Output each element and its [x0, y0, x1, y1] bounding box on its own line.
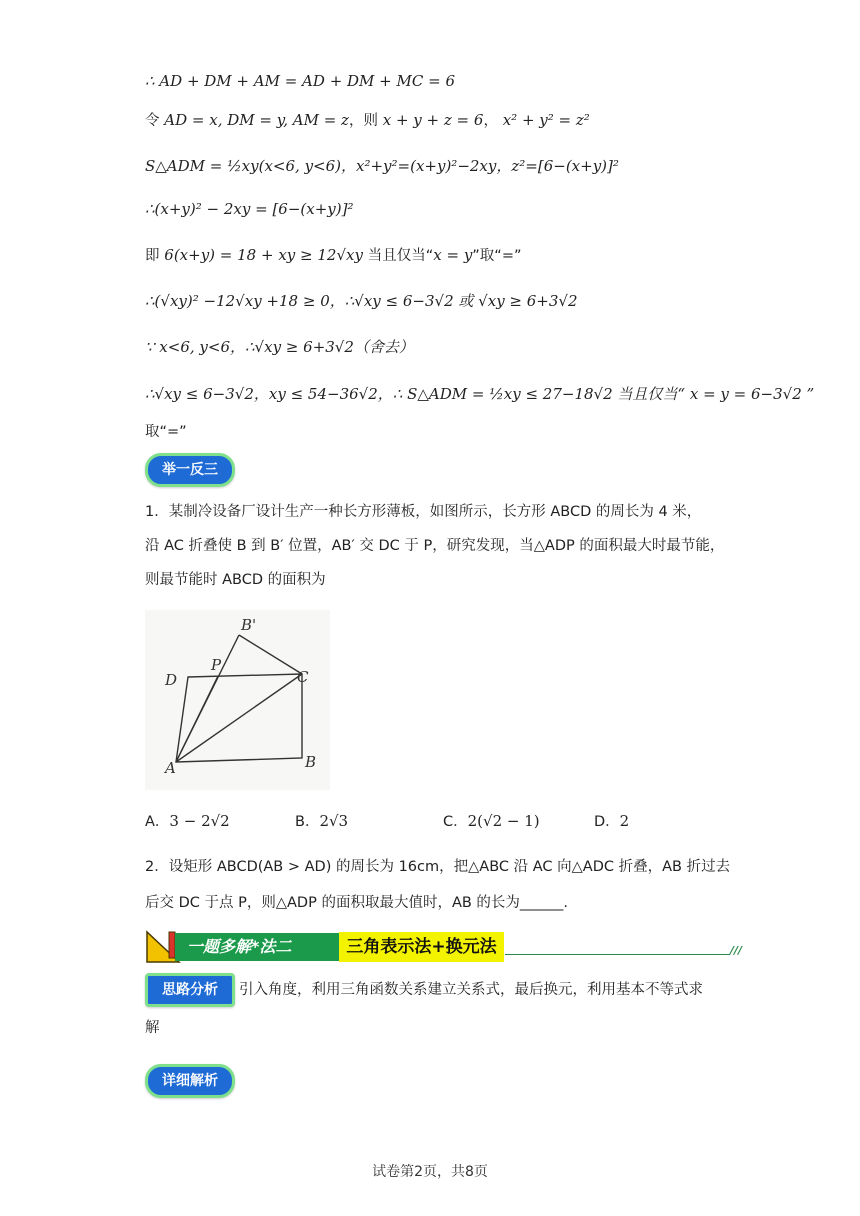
- choice-b[interactable]: [295, 810, 348, 833]
- solution-line-4: [145, 198, 353, 220]
- text-let: 令: [145, 113, 160, 129]
- banner-mark: ///: [730, 944, 743, 957]
- q1-line-1: 1．某制冷设备厂设计生产一种长方形薄板，如图所示，长方形 ABCD 的周长为 4 米，: [145, 504, 702, 520]
- section-pill-analysis: 思路分析: [145, 973, 235, 1007]
- equation-text: ∴√xy ≤ 6−3√2，xy ≤ 54−36√2，∴ S△ADM = ½xy ≤ 27−18√2 当且仅当“ x = y = 6−3√2 ”: [145, 385, 815, 403]
- section-pill-detail: 详细解析: [145, 1064, 235, 1098]
- choice-a[interactable]: [145, 810, 230, 833]
- page-footer: 试卷第2页，共8页: [372, 1164, 488, 1180]
- text-equal: ”取“=”: [472, 248, 522, 264]
- q1-line-2: 沿 AC 折叠使 B 到 B′ 位置，AB′ 交 DC 于 P，研究发现，当△ADP 的面积最大时最节能，: [145, 538, 725, 554]
- choice-value: 2√3: [319, 812, 349, 830]
- equation-text: x + y + z = 6: [382, 111, 484, 129]
- choice-value: 2: [619, 812, 630, 830]
- choice-c[interactable]: [443, 810, 540, 833]
- equation-text: 6(x+y) = 18 + xy ≥ 12√xy: [164, 246, 363, 264]
- figure-svg: [145, 610, 330, 790]
- banner-left-label: 一题多解*法二: [175, 933, 347, 961]
- solution-line-6: [145, 290, 578, 312]
- analysis-line-1: 引入角度，利用三角函数关系建立关系式，最后换元，利用基本不等式求: [239, 982, 703, 998]
- banner-right-label: 三角表示法+换元法: [339, 932, 504, 962]
- choice-value: 3 − 2√2: [169, 812, 230, 830]
- label-c: C: [297, 668, 309, 686]
- equation-text: AD = x, DM = y, AM = z: [164, 111, 349, 129]
- solution-line-5: [145, 244, 521, 267]
- equation-text: S△ADM = ½xy(x<6, y<6)，x²+y²=(x+y)²−2xy，z²=[6−(x+y)]²: [145, 157, 619, 175]
- label-p: P: [211, 656, 222, 674]
- equation-text: x² + y² = z²: [502, 111, 590, 129]
- method-banner: [145, 930, 743, 964]
- solution-line-1: [145, 70, 455, 92]
- analysis-line-2: 解: [145, 1020, 160, 1036]
- label-b-prime: B': [241, 616, 257, 634]
- q1-line-3: 则最节能时 ABCD 的面积为: [145, 572, 326, 588]
- q2-line-1: 2．设矩形 ABCD(AB > AD) 的周长为 16cm，把△ABC 沿 AC 向△ADC 折叠，AB 折过去: [145, 859, 731, 875]
- solution-line-2: [145, 109, 590, 132]
- equation-text: ∴(x+y)² − 2xy = [6−(x+y)]²: [145, 200, 354, 218]
- choice-label: C．: [443, 814, 468, 830]
- solution-line-8: [145, 383, 814, 405]
- text-condition: 当且仅当“: [367, 248, 434, 264]
- label-a: A: [165, 759, 176, 777]
- text-then: ，则: [348, 113, 378, 129]
- equation-text: ∴(√xy)² −12√xy +18 ≥ 0，∴√xy ≤ 6−3√2 或 √xy ≥ 6+3√2: [145, 292, 578, 310]
- solution-line-3: [145, 155, 619, 177]
- text-equal: 取“=”: [145, 424, 187, 440]
- choice-label: A．: [145, 814, 170, 830]
- choice-d[interactable]: [594, 810, 629, 833]
- solution-line-9: [145, 420, 187, 443]
- text-comma: ，: [483, 113, 498, 129]
- label-d: D: [165, 671, 178, 689]
- text-namely: 即: [145, 248, 160, 264]
- q2-line-2: 后交 DC 于点 P，则△ADP 的面积取最大值时，AB 的长为______.: [145, 895, 569, 911]
- fold-rectangle-figure: [145, 610, 330, 790]
- section-pill-practice: 举一反三: [145, 453, 235, 487]
- label-b: B: [305, 753, 317, 771]
- equation-text: ∵ x<6, y<6，∴√xy ≥ 6+3√2（舍去）: [145, 338, 414, 356]
- choice-label: B．: [295, 814, 320, 830]
- equation-text: ∴ AD + DM + AM = AD + DM + MC = 6: [145, 72, 455, 90]
- equation-text: x = y: [433, 246, 473, 264]
- solution-line-7: [145, 336, 414, 358]
- choice-label: D．: [594, 814, 620, 830]
- banner-divider: [505, 954, 730, 955]
- choice-value: 2(√2 − 1): [467, 812, 540, 830]
